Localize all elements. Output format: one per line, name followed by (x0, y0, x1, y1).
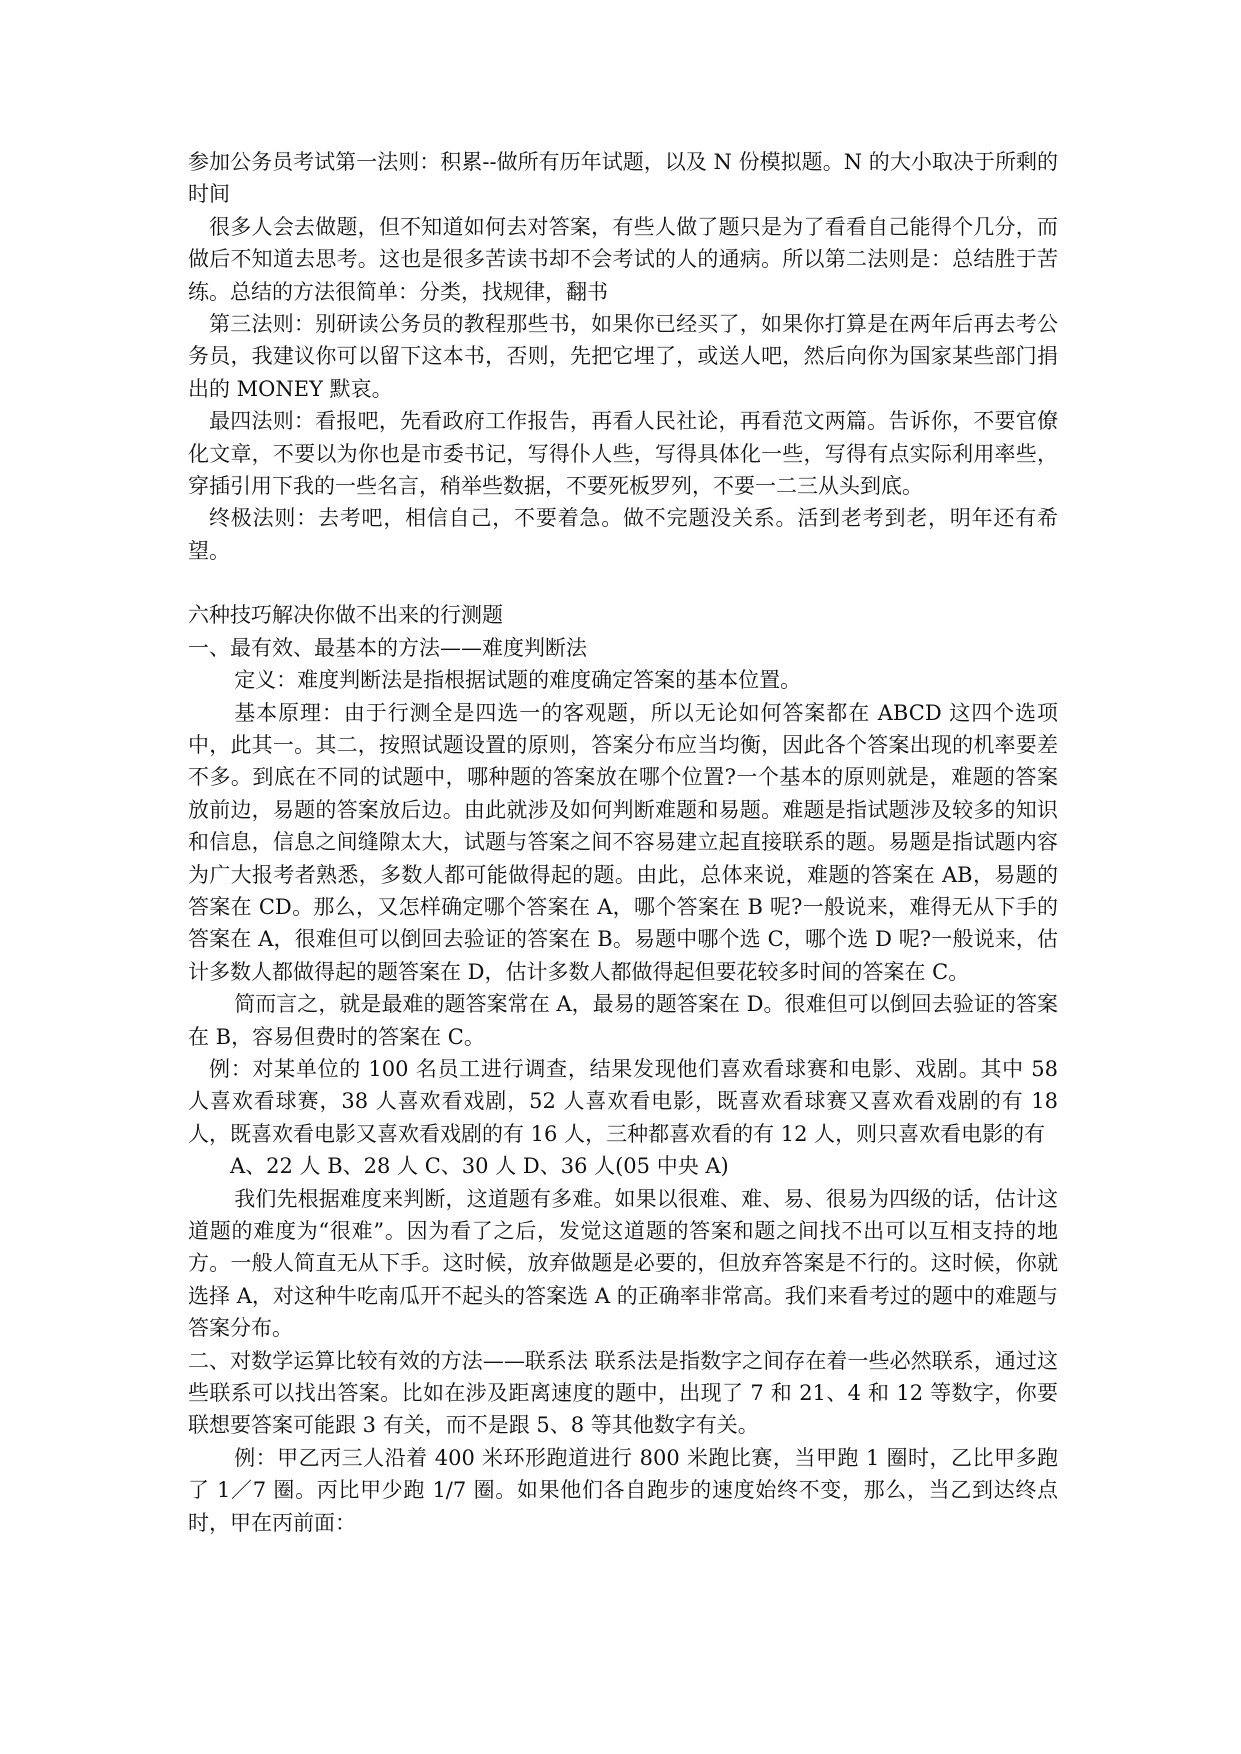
example-1-options: A、22 人 B、28 人 C、30 人 D、36 人(05 中央 A) (230, 1154, 729, 1179)
example-1-analysis: 我们先根据难度来判断，这道题有多难。如果以很难、难、易、很易为四级的话，估计这道题的难度为“很难”。因为看了之后，发觉这道题的答案和题之间找不出可以互相支持的地方。一般人简直无从下手。这时候，放弃做题是必要的，但放弃答案是不行的。这时候，你就选择 A，对这种牛吃南瓜开不起头的答案选 A 的正确率非常高。我们来看考过的题中的难题与答案分布。 (188, 1186, 1058, 1341)
method-2-heading: 二、对数学运算比较有效的方法——联系法 联系法是指数字之间存在着一些必然联系，通过这些联系可以找出答案。比如在涉及距离速度的题中，出现了 7 和 21、4 和 12 等数字，你要联想要答案可能跟 3 有关，而不是跟 5、8 等其他数字有关。 (188, 1348, 1058, 1438)
method-1-principle: 基本原理：由于行测全是四选一的客观题，所以无论如何答案都在 ABCD 这四个选项中，此其一。其二，按照试题设置的原则，答案分布应当均衡，因此各个答案出现的机率要差不多。到底在不同的试题中，哪种题的答案放在哪个位置?一个基本的原则就是，难题的答案放前边，易题的答案放后边。由此就涉及如何判断难题和易题。难题是指试题涉及较多的知识和信息，信息之间缝隙太大，试题与答案之间不容易建立起直接联系的题。易题是指试题内容为广大报考者熟悉，多数人都可能做得起的题。由此，总体来说，难题的答案在 AB，易题的答案在 CD。那么，又怎样确定哪个答案在 A，哪个答案在 B 呢?一般说来，难得无从下手的答案在 A，很难但可以倒回去验证的答案在 B。易题中哪个选 C，哪个选 D 呢?一般说来，估计多数人都做得起的题答案在 D，估计多数人都做得起但要花较多时间的答案在 C。 (188, 700, 1058, 984)
paragraph-rule-final: 终极法则：去考吧，相信自己，不要着急。做不完题没关系。活到老考到老，明年还有希望。 (188, 506, 1058, 563)
method-1-definition: 定义：难度判断法是指根据试题的难度确定答案的基本位置。 (234, 668, 802, 693)
method-1-summary: 简而言之，就是最难的题答案常在 A，最易的题答案在 D。很难但可以倒回去验证的答案在 B，容易但费时的答案在 C。 (188, 992, 1058, 1049)
section-title: 六种技巧解决你做不出来的行测题 (188, 603, 503, 628)
paragraph-rule-4: 最四法则：看报吧，先看政府工作报告，再看人民社论，再看范文两篇。告诉你，不要官僚化文章，不要以为你也是市委书记，写得仆人些，写得具体化一些，写得有点实际利用率些，穿插引用下我的一些名言，稍举些数据，不要死板罗列，不要一二三从头到底。 (188, 409, 1058, 499)
paragraph-rule-1: 参加公务员考试第一法则：积累--做所有历年试题，以及 N 份模拟题。N 的大小取决于所剩的时间 (188, 150, 1058, 207)
method-1-heading: 一、最有效、最基本的方法——难度判断法 (188, 635, 587, 660)
paragraph-rule-3: 第三法则：别研读公务员的教程那些书，如果你已经买了，如果你打算是在两年后再去考公务员，我建议你可以留下这本书，否则，先把它埋了，或送人吧，然后向你为国家某些部门捐出的 MONEY 默哀。 (188, 312, 1058, 401)
example-1-question: 例：对某单位的 100 名员工进行调查，结果发现他们喜欢看球赛和电影、戏剧。其中 58 人喜欢看球赛，38 人喜欢看戏剧，52 人喜欢看电影，既喜欢看球赛又喜欢看戏剧的有 18 人，既喜欢看电影又喜欢看戏剧的有 16 人，三种都喜欢看的有 12 人，则只喜欢看电影的有 (188, 1056, 1058, 1146)
example-2-question: 例：甲乙丙三人沿着 400 米环形跑道进行 800 米跑比赛，当甲跑 1 圈时，乙比甲多跑了 1／7 圈。丙比甲少跑 1/7 圈。如果他们各自跑步的速度始终不变，那么，当乙到达终点时，甲在丙前面： (188, 1445, 1058, 1535)
document-body (188, 146, 1058, 1539)
paragraph-gap (188, 567, 1058, 599)
paragraph-rule-2: 很多人会去做题，但不知道如何去对答案，有些人做了题只是为了看看自己能得个几分，而做后不知道去思考。这也是很多苦读书却不会考试的人的通病。所以第二法则是：总结胜于苦练。总结的方法很简单：分类，找规律，翻书 (188, 214, 1058, 304)
